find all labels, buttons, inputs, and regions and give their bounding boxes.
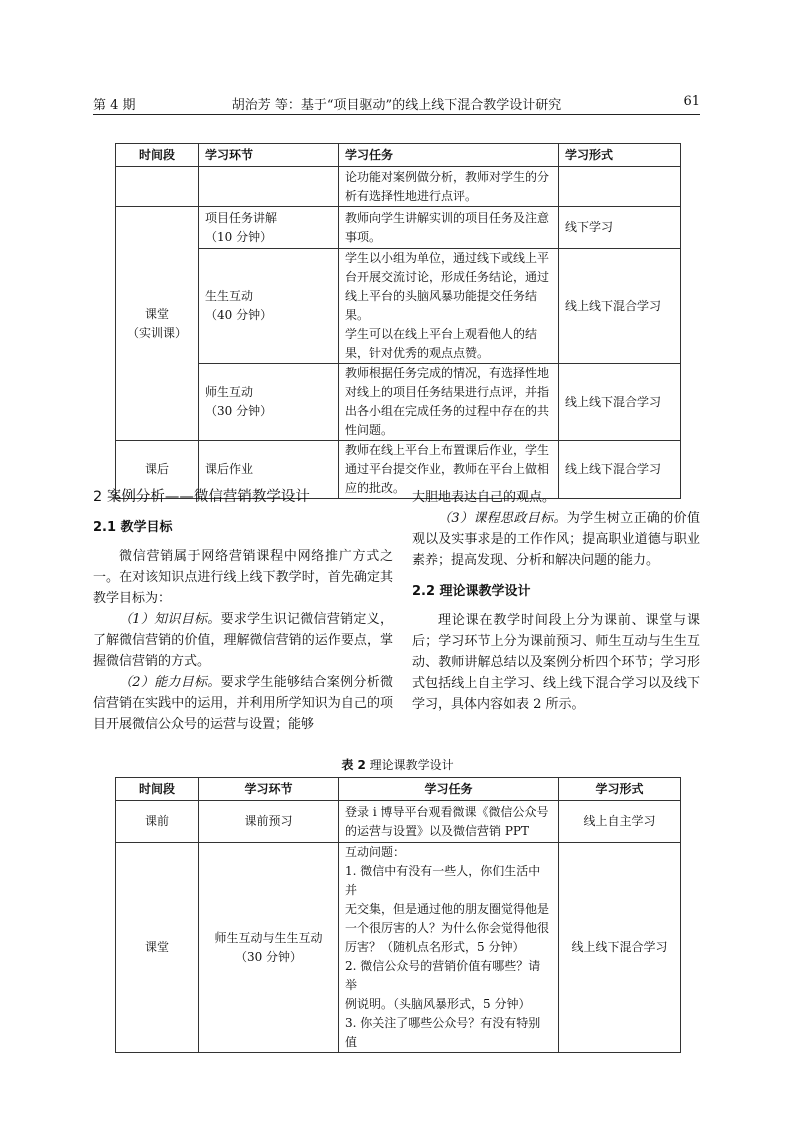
table-row [116, 801, 681, 843]
cell-task: 教师向学生讲解实训的项目任务及注意 事项。 [339, 207, 559, 249]
text-knowledge-goal: 要求学生识记微信营销定义，了解微信营销的价值，理解微信营销的运作要点，掌握微信营销的方式。 [93, 612, 393, 669]
cell-period: 课后 [116, 441, 199, 499]
paragraph: 理论课在教学时间段上分为课前、课堂与课后；学习环节上分为课前预习、师生互动与生生互动、教师讲解总结以及案例分析四个环节；学习形式包括线上自主学习、线上线下混合学习以及线下学习，具体内容如表 2 所示。 [412, 613, 700, 712]
col-header-stage: 学习环节 [199, 778, 339, 801]
page-number: 61 [683, 94, 700, 109]
cell-stage: 项目任务讲解 （10 分钟） [199, 207, 339, 249]
caption-label: 表 2 [341, 758, 366, 772]
cell-period [116, 167, 199, 207]
paragraph [93, 609, 393, 672]
cell-form: 线上线下混合学习 [559, 843, 681, 1053]
right-column [412, 487, 700, 715]
cell-period: 课堂 （实训课） [116, 207, 199, 441]
cell-stage: 课后作业 [199, 441, 339, 499]
table-header-row [116, 778, 681, 801]
table-2-caption [115, 756, 680, 773]
cell-form: 线上线下混合学习 [559, 249, 681, 364]
cell-form: 线上线下混合学习 [559, 441, 681, 499]
text-ability-goal: 要求学生能够结合案例分析微信营销在实践中的运用，并利用所学知识为自己的项目开展微信公众号的运营与设置；能够 [93, 675, 393, 732]
running-title: 胡治芳 等：基于“项目驱动”的线上线下混合教学设计研究 [231, 98, 562, 113]
cell-task: 论功能对案例做分析，教师对学生的分 析有选择性地进行点评。 [339, 167, 559, 207]
cell-stage: 课前预习 [199, 801, 339, 843]
left-column [93, 487, 393, 735]
section-title: 2 案例分析——微信营销教学设计 [93, 489, 310, 505]
cell-period: 课前 [116, 801, 199, 843]
label-knowledge-goal: （1）知识目标。 [119, 612, 221, 627]
paragraph-continuation: 大胆地表达自己的观点。 [412, 490, 556, 505]
cell-task: 互动问题： 1. 微信中有没有一些人，你们生活中并 无交集，但是通过他的朋友圈觉得他是 一个很厉害的人？为什么你会觉得他很 厉害？（随机点名形式，5 分钟） 2. 微信公众号的营销价值有哪些？请举 例说明。（头脑风暴形式，5 分钟） 3. 你关注了哪些公众号？有没有特别值 [339, 843, 559, 1053]
cell-stage [199, 167, 339, 207]
caption-text: 理论课教学设计 [369, 758, 454, 772]
header-rule [93, 114, 700, 115]
cell-task: 学生以小组为单位，通过线下或线上平 台开展交流讨论，形成任务结论，通过 线上平台的头脑风暴功能提交任务结 果。 学生可以在线上平台上观看他人的结 果，针对优秀的观点点赞。 [339, 249, 559, 364]
cell-form [559, 167, 681, 207]
table-row [116, 249, 681, 364]
col-header-period: 时间段 [116, 144, 199, 167]
issue-number: 第 4 期 [93, 98, 136, 113]
paragraph [412, 508, 700, 571]
cell-form: 线上自主学习 [559, 801, 681, 843]
table-2 [115, 777, 681, 1053]
col-header-form: 学习形式 [559, 144, 681, 167]
table-header-row [116, 144, 681, 167]
col-header-stage: 学习环节 [199, 144, 339, 167]
subsection-title: 2.1 教学目标 [93, 520, 173, 535]
running-header [93, 94, 700, 116]
cell-stage: 生生互动 （40 分钟） [199, 249, 339, 364]
text-ideology-goal: 为学生树立正确的价值观以及实事求是的工作作风；提高职业道德与职业素养；提高发现、分析和解决问题的能力。 [412, 511, 700, 568]
table-row [116, 843, 681, 1053]
cell-stage: 师生互动 （30 分钟） [199, 364, 339, 441]
label-ability-goal: （2）能力目标。 [119, 675, 221, 690]
table-1-continued [115, 143, 681, 499]
table-row [116, 364, 681, 441]
paragraph [93, 672, 393, 735]
cell-period: 课堂 [116, 843, 199, 1053]
subsection-title: 2.2 理论课教学设计 [412, 584, 531, 599]
cell-form: 线下学习 [559, 207, 681, 249]
paragraph: 微信营销属于网络营销课程中网络推广方式之一。在对该知识点进行线上线下教学时，首先确定其教学目标为： [93, 549, 393, 606]
col-header-period: 时间段 [116, 778, 199, 801]
col-header-form: 学习形式 [559, 778, 681, 801]
col-header-task: 学习任务 [339, 778, 559, 801]
cell-task: 登录 i 博导平台观看微课《微信公众号 的运营与设置》以及微信营销 PPT [339, 801, 559, 843]
cell-task: 教师根据任务完成的情况，有选择性地 对线上的项目任务结果进行点评，并指 出各小组在完成任务的过程中存在的共 性问题。 [339, 364, 559, 441]
col-header-task: 学习任务 [339, 144, 559, 167]
cell-form: 线上线下混合学习 [559, 364, 681, 441]
table-row [116, 167, 681, 207]
cell-task: 教师在线上平台上布置课后作业，学生 通过平台提交作业，教师在平台上做相 应的批改。 [339, 441, 559, 499]
label-ideology-goal: （3）课程思政目标。 [438, 511, 567, 526]
cell-stage: 师生互动与生生互动 （30 分钟） [199, 843, 339, 1053]
table-row [116, 207, 681, 249]
